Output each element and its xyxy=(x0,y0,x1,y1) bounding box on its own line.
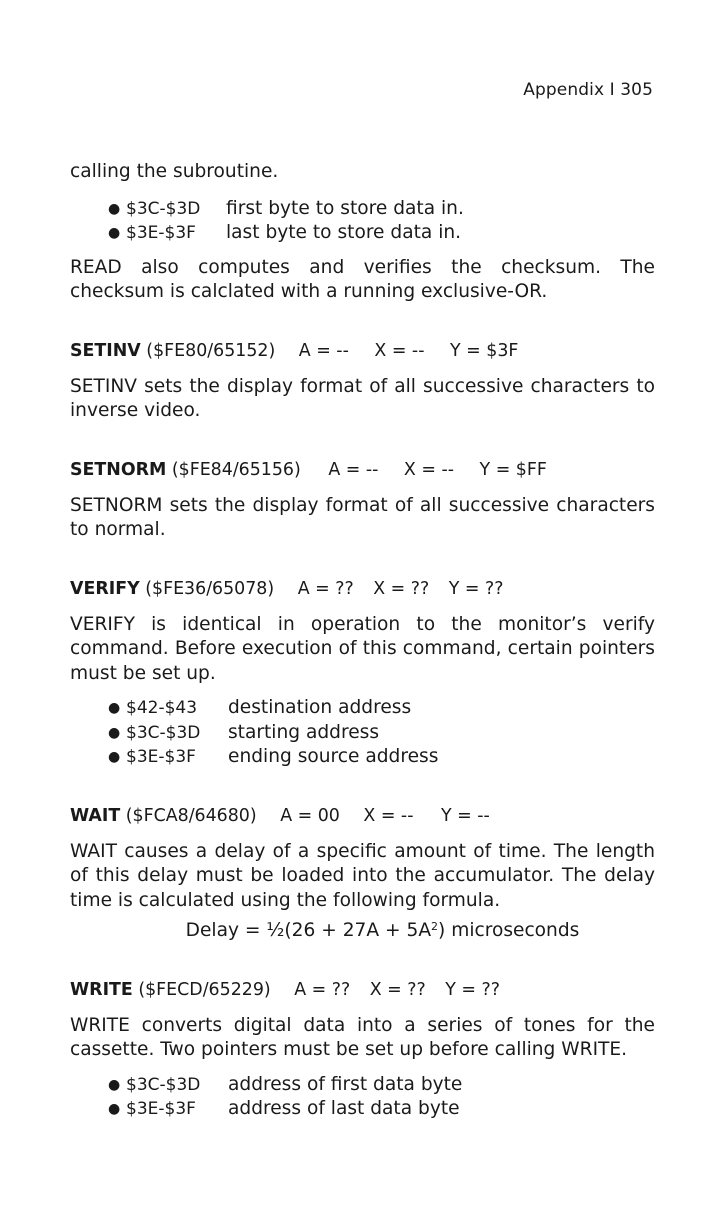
page-body xyxy=(70,160,655,1122)
setinv-heading xyxy=(70,339,655,363)
routine-address: ($FE80/65152) xyxy=(146,340,276,361)
routine-address: ($FCA8/64680) xyxy=(125,805,257,826)
write-description: WRITE converts digital data into a series of tones for the cassette. Two pointers must be set up before calling WRITE. xyxy=(70,1014,655,1060)
pointer-description: last byte to store data in. xyxy=(226,222,462,243)
register-x: X = -- xyxy=(374,340,425,361)
list-item xyxy=(108,721,655,746)
bullet-icon: ● xyxy=(108,200,121,217)
write-heading xyxy=(70,978,655,1002)
wait-heading xyxy=(70,804,655,828)
verify-heading xyxy=(70,577,655,601)
bullet-icon: ● xyxy=(108,1101,121,1117)
bullet-icon: ● xyxy=(108,724,121,741)
register-y: Y = ?? xyxy=(445,979,500,1000)
list-item xyxy=(108,197,655,222)
verify-pointer-list xyxy=(70,696,655,770)
pointer-address: $3E-$3F xyxy=(126,747,196,767)
register-x: X = ?? xyxy=(373,578,430,599)
pointer-address: $42-$43 xyxy=(126,698,198,718)
delay-formula xyxy=(70,919,655,944)
routine-name: WAIT xyxy=(70,805,121,826)
running-head: Appendix I 305 xyxy=(523,80,653,100)
register-a: A = 00 xyxy=(280,805,340,826)
routine-address: ($FE36/65078) xyxy=(145,578,275,599)
verify-description: VERIFY is identical in operation to the monitor’s verify command. Before execution of this command, certain pointers must be set up. xyxy=(70,613,655,684)
setnorm-description: SETNORM sets the display format of all successive characters to normal. xyxy=(70,494,655,540)
read-pointer-list xyxy=(70,197,655,246)
bullet-icon: ● xyxy=(108,700,121,716)
register-a: A = -- xyxy=(328,459,379,480)
formula-exponent: 2 xyxy=(431,920,439,933)
write-pointer-list xyxy=(70,1073,655,1122)
register-y: Y = -- xyxy=(441,805,490,826)
pointer-address: $3C-$3D xyxy=(126,722,201,743)
register-x: X = -- xyxy=(363,805,414,826)
register-y: Y = ?? xyxy=(448,578,504,599)
bullet-icon: ● xyxy=(108,749,121,765)
pointer-description: ending source address xyxy=(228,746,439,767)
formula-text-start: Delay = ½(26 + 27A + 5A xyxy=(185,920,432,941)
list-item xyxy=(108,745,655,770)
pointer-address: $3C-$3D xyxy=(126,1074,201,1095)
wait-description: WAIT causes a delay of a specific amount of time. The length of this delay must be loaded into the accumulator. The delay time is calculated using the following formula. xyxy=(70,840,655,911)
pointer-description: starting address xyxy=(228,721,380,743)
pointer-description: first byte to store data in. xyxy=(226,197,464,219)
register-a: A = ?? xyxy=(294,979,351,1000)
register-y: Y = $FF xyxy=(479,459,547,480)
continuation-text: calling the subroutine. xyxy=(70,161,279,182)
routine-name: VERIFY xyxy=(70,578,140,599)
routine-name: SETINV xyxy=(70,340,141,361)
formula-text-end: ) microseconds xyxy=(438,920,580,941)
routine-name: WRITE xyxy=(70,979,133,1000)
setnorm-heading xyxy=(70,458,655,482)
bullet-icon: ● xyxy=(108,225,121,241)
bullet-icon: ● xyxy=(108,1076,121,1093)
pointer-description: destination address xyxy=(228,697,412,718)
pointer-address: $3E-$3F xyxy=(126,1099,196,1119)
pointer-description: address of last data byte xyxy=(228,1098,460,1119)
register-x: X = ?? xyxy=(369,979,426,1000)
register-a: A = -- xyxy=(298,340,349,361)
pointer-address: $3C-$3D xyxy=(126,198,201,219)
pointer-address: $3E-$3F xyxy=(126,223,196,243)
routine-address: ($FECD/65229) xyxy=(138,979,271,1000)
read-checksum-note: READ also computes and verifies the checksum. The checksum is calclated with a running exclusive-OR. xyxy=(70,256,655,302)
register-x: X = -- xyxy=(403,459,455,480)
register-y: Y = $3F xyxy=(450,340,519,361)
list-item xyxy=(108,1097,655,1122)
routine-name: SETNORM xyxy=(70,459,167,480)
list-item xyxy=(108,1073,655,1098)
list-item xyxy=(108,221,655,246)
routine-address: ($FE84/65156) xyxy=(171,459,301,480)
pointer-description: address of first data byte xyxy=(228,1073,463,1095)
list-item xyxy=(108,696,655,721)
register-a: A = ?? xyxy=(297,578,354,599)
setinv-description: SETINV sets the display format of all successive characters to inverse video. xyxy=(70,375,655,421)
